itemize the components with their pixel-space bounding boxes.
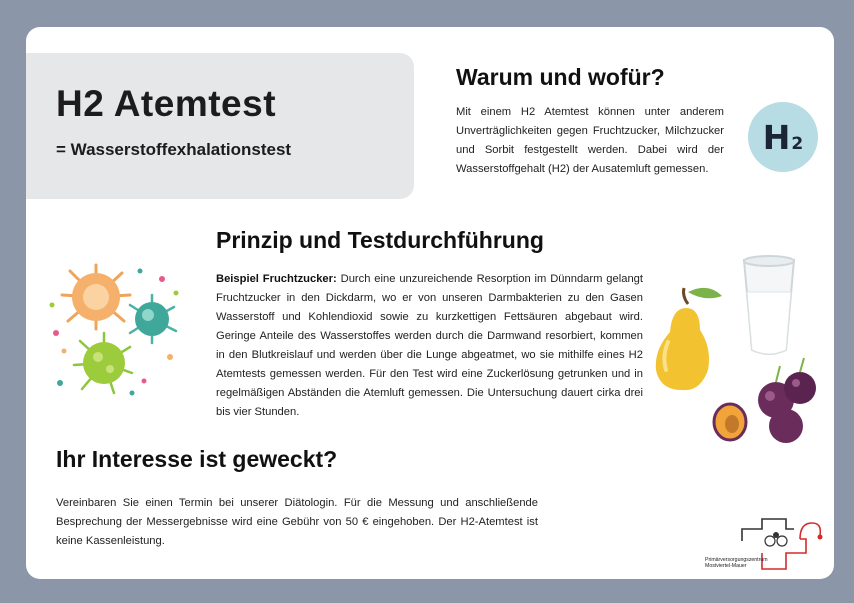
- page-subtitle: = Wasserstoffexhalationstest: [56, 140, 292, 159]
- why-text: Mit einem H2 Atemtest können unter anderem Unverträglichkeiten gegen Fruchtzucker, Milchzucker und Sorbit festgestellt werden. Dabei wird der Wasserstoffgehalt (H2) der Ausatemluft gemessen.: [456, 106, 724, 175]
- info-card: [26, 27, 834, 579]
- principle-text: [216, 270, 643, 422]
- principle-heading: Prinzip und Testdurchführung: [216, 227, 544, 253]
- why-heading: Warum und wofür?: [456, 64, 665, 90]
- bacteria-illustration-icon: [44, 253, 184, 398]
- badge-subscript: 2: [791, 134, 804, 154]
- page-title: H2 Atemtest: [56, 83, 277, 124]
- logo-line-1: Primärversorgungszentrum: [705, 557, 768, 563]
- logo-caption: [705, 557, 785, 569]
- logo-line-2: Mostviertel-Mauer: [705, 563, 747, 569]
- principle-lead: Beispiel Fruchtzucker:: [216, 273, 337, 285]
- h2-badge-icon: [748, 102, 818, 172]
- fruit-milk-illustration-icon: [646, 252, 826, 447]
- principle-body: Durch eine unzureichende Resorption im Dünndarm gelangt Fruchtzucker in den Dickdarm, wo er von unseren Darmbakterien zu den Gasen Wasserstoff und Kohlendioxid sowie zu kurzkettigen Fettsäuren abgebaut wird. Geringe Anteile des Wasserstoffes werden durch die Darmwand resorbiert, kommen in den Blutkreislauf und werden über die Lunge abgeatmet, wo sie mithilfe eines H2 Atemtests gemessen werden. Für den Test wird eine Zuckerlösung getrunken und in regelmäßigen Abständen die Atemluft gemessen. Die Untersuchung dauert cirka drei bis vier Stunden.: [216, 273, 643, 418]
- interest-heading: Ihr Interesse ist geweckt?: [56, 446, 338, 472]
- badge-symbol: H: [762, 117, 791, 157]
- title-box: [26, 53, 414, 199]
- interest-text: Vereinbaren Sie einen Termin bei unserer Diätologin. Für die Messung und anschließende Besprechung der Messergebnisse wird eine Gebühr von 50 € eingehoben. Der H2-Atemtest ist keine Kassenleistung.: [56, 497, 538, 547]
